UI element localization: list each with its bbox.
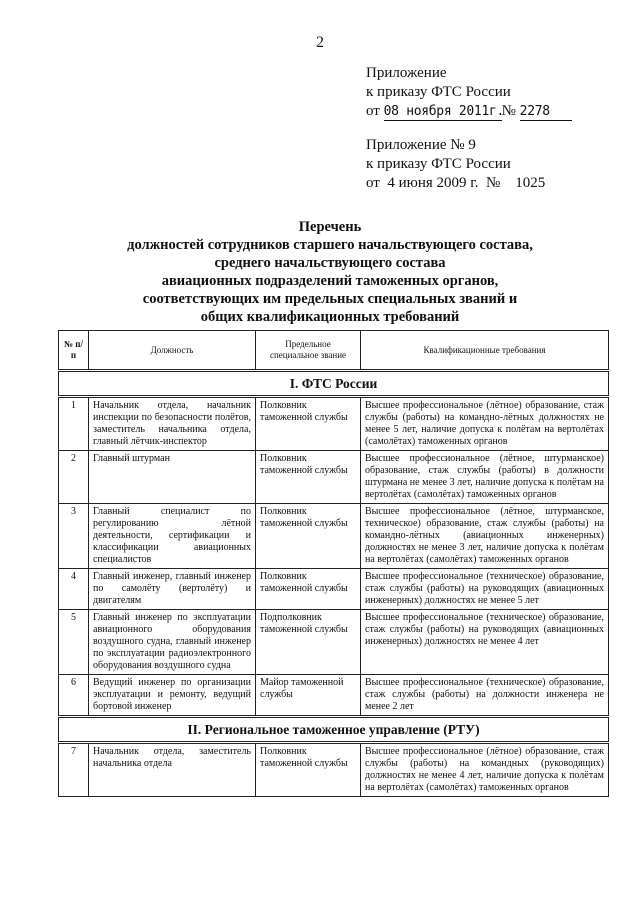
appendix-stamp-current <box>366 64 572 121</box>
page-number: 2 <box>316 34 324 51</box>
table-row <box>59 451 609 504</box>
row-rank: Полковник таможенной службы <box>256 504 361 569</box>
row-rank: Полковник таможенной службы <box>256 451 361 504</box>
section-row <box>59 717 609 743</box>
table-row <box>59 743 609 797</box>
title-line: среднего начальствующего состава <box>214 255 446 271</box>
header-requirements: Квалификационные требования <box>361 331 609 371</box>
row-requirements: Высшее профессиональное (техническое) образование, стаж службы (работы) на должности инженера не менее 2 лет <box>361 675 609 717</box>
row-rank: Полковник таможенной службы <box>256 743 361 797</box>
table-row <box>59 675 609 717</box>
document-title <box>60 218 600 326</box>
row-rank: Майор таможенной службы <box>256 675 361 717</box>
appendix-label: Приложение № 9 <box>366 137 476 153</box>
row-num: 1 <box>59 397 89 451</box>
row-num: 6 <box>59 675 89 717</box>
header-rank: Предельное специальное звание <box>256 331 361 371</box>
appendix-label: Приложение <box>366 65 447 81</box>
appendix-order-ref: к приказу ФТС России <box>366 84 511 100</box>
section-row <box>59 371 609 397</box>
appendix-order-ref: к приказу ФТС России <box>366 156 511 172</box>
title-line: соответствующих им предельных специальных званий и <box>142 291 518 307</box>
row-requirements: Высшее профессиональное (техническое) образование, стаж службы (работы) на руководящих (авиационных инженерных) должностях не менее 5 лет <box>361 569 609 610</box>
header-position: Должность <box>89 331 256 371</box>
positions-table <box>58 330 609 797</box>
header-num: № п/п <box>59 331 89 371</box>
section-title: II. Региональное таможенное управление (РТУ) <box>59 717 609 743</box>
appendix-number: 2278 <box>520 104 572 121</box>
row-num: 2 <box>59 451 89 504</box>
row-num: 7 <box>59 743 89 797</box>
row-num: 3 <box>59 504 89 569</box>
row-requirements: Высшее профессиональное (лётное) образование, стаж службы (работы) на командных (руководящих) должностях не менее 4 лет, наличие допуска к полётам на вертолётах (самолётах) таможенных органов <box>361 743 609 797</box>
row-num: 5 <box>59 610 89 675</box>
row-num: 4 <box>59 569 89 610</box>
table-row <box>59 504 609 569</box>
table-row <box>59 569 609 610</box>
row-requirements: Высшее профессиональное (лётное) образование, стаж службы (работы) на командно-лётных должностях не менее 5 лет, наличие допуска к полётам на вертолётах (самолётах) таможенных органов <box>361 397 609 451</box>
row-requirements: Высшее профессиональное (лётное, штурманское, техническое) образование, стаж службы (работы) на командно-лётных (авиационных инженерных) должностях не менее 3 лет, наличие допуска к полётам на вертолётах (самолётах) таможенных органов <box>361 504 609 569</box>
row-requirements: Высшее профессиональное (техническое) образование, стаж службы (работы) на руководящих (авиационных инженерных) должностях не менее 4 лет <box>361 610 609 675</box>
row-rank: Подполковник таможенной службы <box>256 610 361 675</box>
row-rank: Полковник таможенной службы <box>256 397 361 451</box>
appendix-date-line <box>366 102 572 121</box>
table-row <box>59 397 609 451</box>
row-position: Главный инженер по эксплуатации авиационного оборудования воздушного судна, главный инженер по эксплуатации радиоэлектронного оборудования воздушного судна <box>89 610 256 675</box>
appendix-number-sign: № <box>501 103 516 119</box>
appendix-date-prefix: от <box>366 103 380 119</box>
title-line: общих квалификационных требований <box>200 309 460 325</box>
title-line: авиационных подразделений таможенных органов, <box>161 273 499 289</box>
title-line: Перечень <box>298 219 362 235</box>
row-position: Начальник отдела, заместитель начальника отдела <box>89 743 256 797</box>
table-header-row <box>59 331 609 371</box>
title-line: должностей сотрудников старшего начальствующего состава, <box>127 237 533 253</box>
table-row <box>59 610 609 675</box>
appendix-date: 08 ноября 2011г. <box>383 104 505 119</box>
appendix-stamp-original <box>366 136 545 193</box>
row-position: Главный специалист по регулированию лётной деятельности, сертификации и классификации авиационных специалистов <box>89 504 256 569</box>
row-position: Главный инженер, главный инженер по самолёту (вертолёту) и двигателям <box>89 569 256 610</box>
row-requirements: Высшее профессиональное (лётное, штурманское) образование, стаж службы (работы) в должности штурмана не менее 3 лет, наличие допуска к полётам на вертолётах (самолётах) таможенных органов <box>361 451 609 504</box>
appendix-date-line: от 4 июня 2009 г. № 1025 <box>366 175 546 191</box>
row-position: Начальник отдела, начальник инспекции по безопасности полётов, заместитель начальника отдела, главный лётчик-инспектор <box>89 397 256 451</box>
row-rank: Полковник таможенной службы <box>256 569 361 610</box>
row-position: Главный штурман <box>89 451 256 504</box>
row-position: Ведущий инженер по организации эксплуатации и ремонту, ведущий бортовой инженер <box>89 675 256 717</box>
section-title: I. ФТС России <box>59 371 609 397</box>
